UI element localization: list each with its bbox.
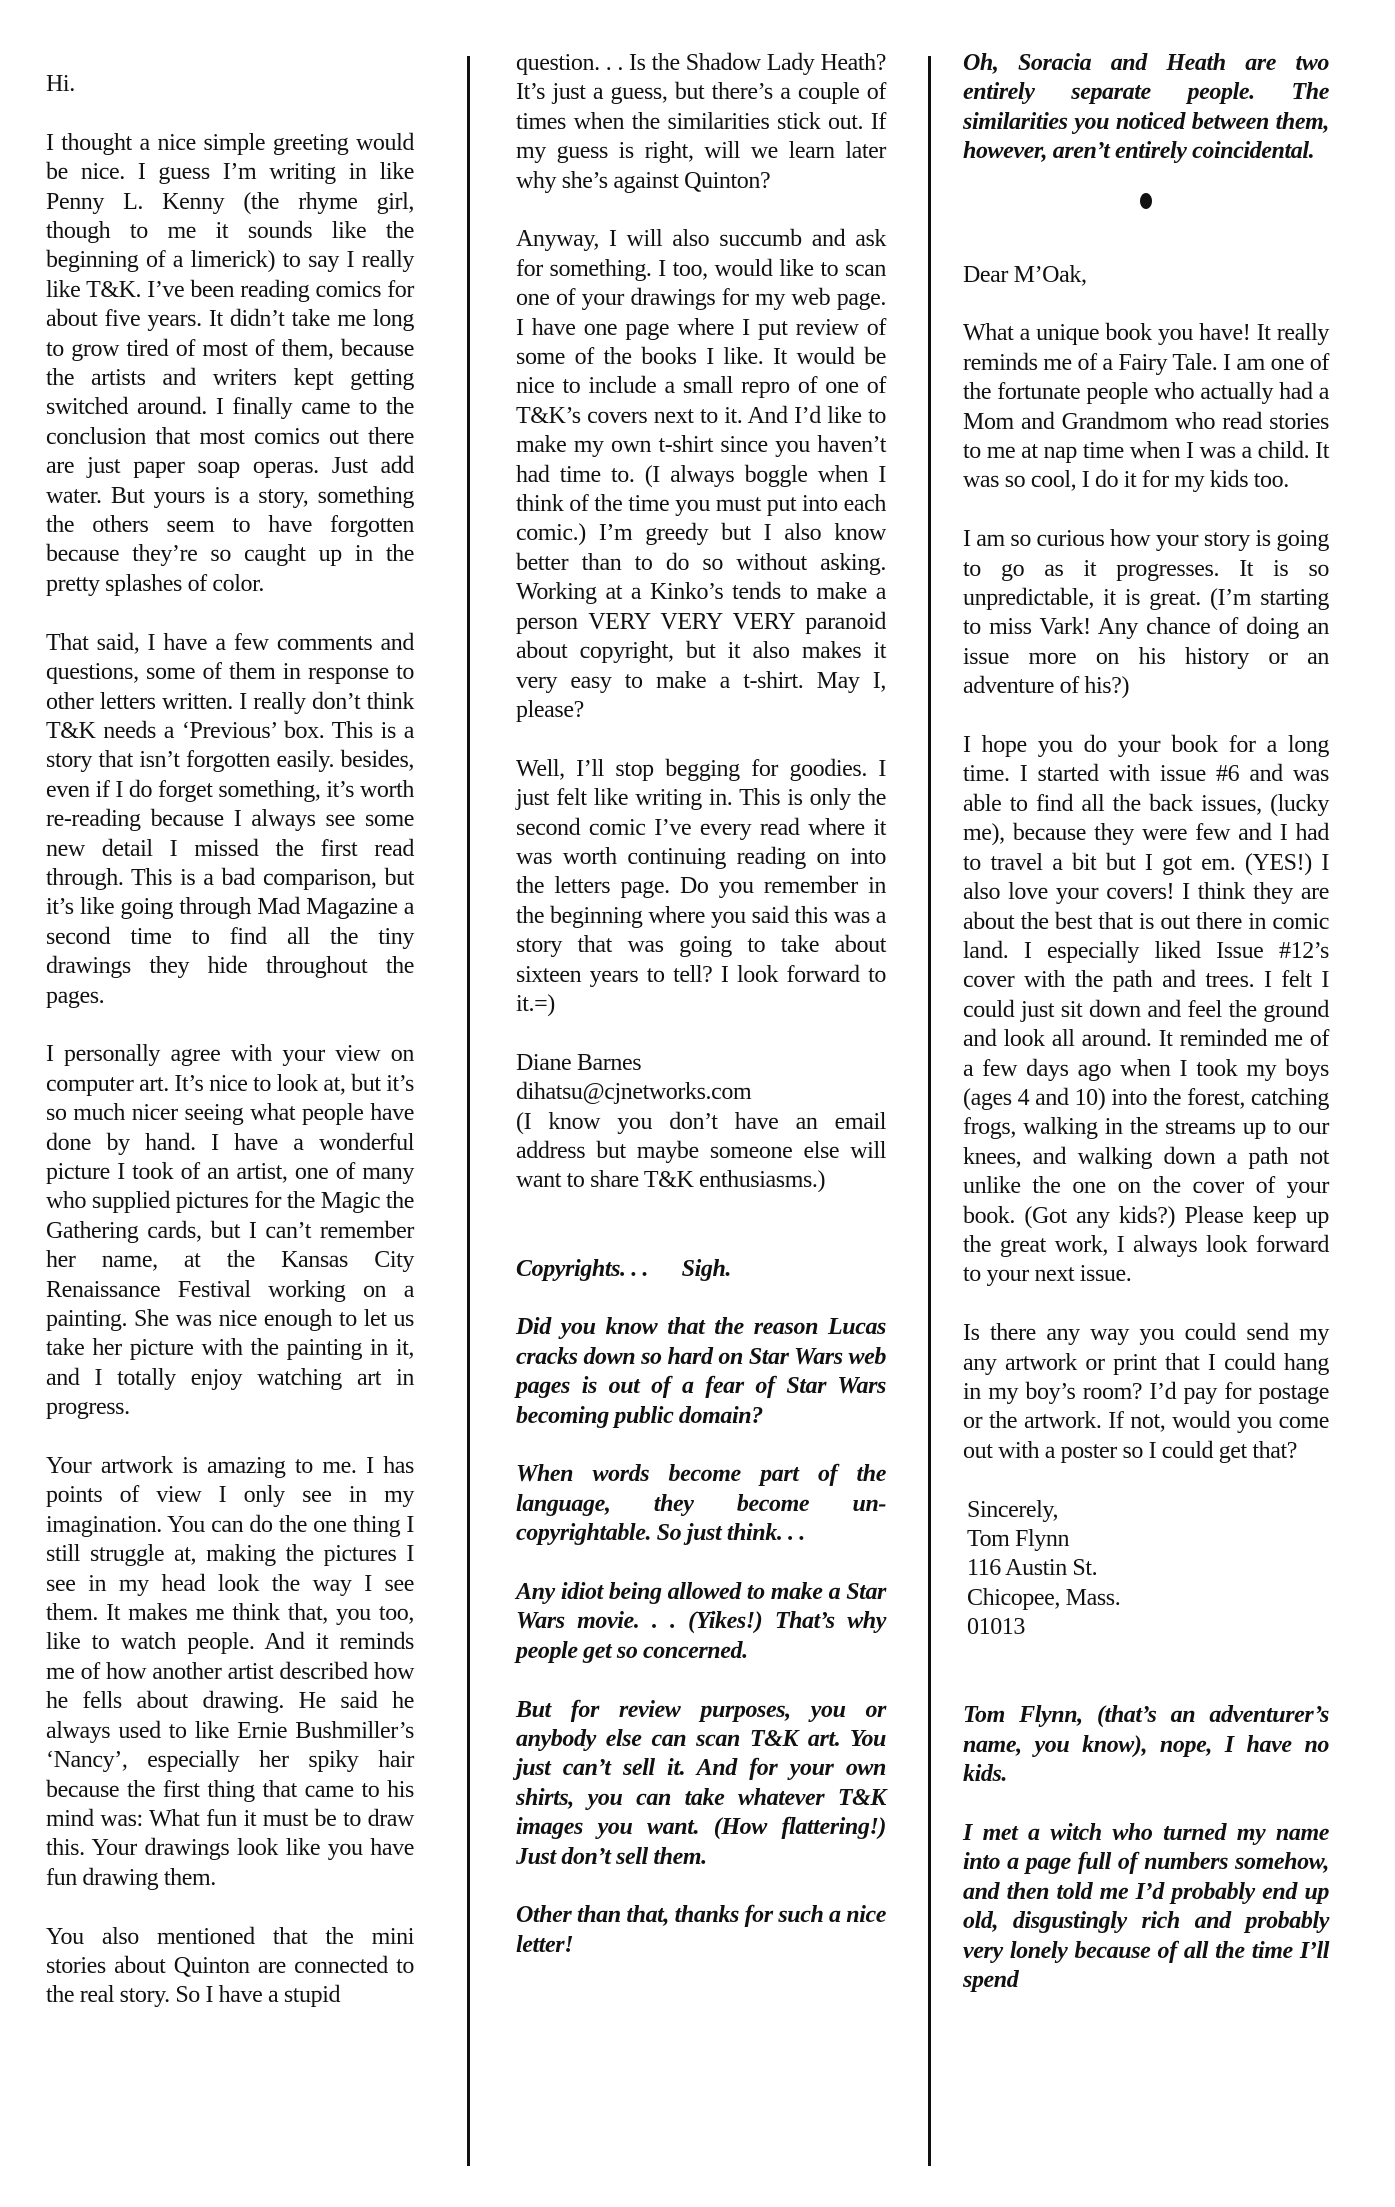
letter-paragraph: I personally agree with your view on computer art. It’s nice to look at, but it’s so much nicer seeing what people have done by hand. I have a wonderful picture I took of an artist, one of many who supplied pictures for the Magic the Gathering cards, but I can’t remember her name, at the Kansas City Renaissance Festival working on a painting. She was nice enough to let us take her picture with the painting in it, and I totally enjoy watching art in progress. (46, 1041, 414, 1421)
letter-paragraph: What a unique book you have! It really reminds me of a Fairy Tale. I am one of the fortunate people who actually had a Mom and Grandmom who read stories to me at nap time when I was a child. It was so cool, I do it for my kids too. (963, 320, 1329, 494)
letter-paragraph: Well, I’ll stop begging for goodies. I just felt like writing in. This is only the second comic I’ve every read where it was worth continuing reading on into the letters page. Do you remember in the beginning where you said this was a story that was going to take about sixteen years to tell? I look forward to it.=) (516, 755, 886, 1017)
letter-paragraph: That said, I have a few comments and questions, some of them in response to other letters written. I really don’t think T&K needs a ‘Previous’ box. This is a story that isn’t forgotten easily. besides, even if I do forget something, it’s worth re-reading because I always see some new detail I missed the first read through. This is a bad comparison, but it’s like going through Mad Magazine a second time to find all the tiny drawings they hide throughout the pages. (46, 629, 414, 1009)
editor-reply-paragraph: Oh, Soracia and Heath are two entirely separate people. The similarities you noticed between them, however, aren’t entirely coincidental. (963, 50, 1329, 165)
signature-name: Diane Barnes (516, 1049, 642, 1076)
letter-greeting: Dear M’Oak, (963, 261, 1087, 288)
greeting: Hi. (46, 71, 75, 97)
letter-column-1 (46, 70, 414, 2011)
signature-line: Sincerely, (967, 1496, 1059, 1523)
column-divider (467, 56, 470, 2166)
letter-paragraph: You also mentioned that the mini stories about Quinton are connected to the real story. So I have a stupid (46, 1923, 414, 2009)
signature-line: Chicopee, Mass. (967, 1584, 1121, 1611)
editor-reply-paragraph: Any idiot being allowed to make a Star Wars movie. . . (Yikes!) That’s why people get so concerned. (516, 1579, 886, 1664)
signature-line: Tom Flynn (967, 1526, 1070, 1553)
editor-reply-paragraph: Other than that, thanks for such a nice letter! (516, 1902, 886, 1958)
signature-diane (516, 1049, 886, 1108)
signature-line: 116 Austin St. (967, 1555, 1098, 1582)
editor-reply-paragraph: Tom Flynn, (that’s an adventurer’s name, you know), nope, I have no kids. (963, 1702, 1329, 1788)
editor-reply-paragraph: I met a witch who turned my name into a page full of numbers somehow, and then told me I’d probably end up old, disgustingly rich and probably very lonely because of all the time I’ll spend (963, 1820, 1329, 1994)
editor-reply-paragraph: But for review purposes, you or anybody else can scan T&K art. You just can’t sell it. And for your own shirts, you can take whatever T&K images you want. (How flattering!) Just don’t sell them. (516, 1696, 886, 1870)
letter-column-3 (963, 49, 1329, 1995)
editor-reply-paragraph: When words become part of the language, they become un-copyrightable. So just think. . . (516, 1461, 886, 1547)
letter-paragraph: I am so curious how your story is going to go as it progresses. It is so unpredictable, it is great. (I’m starting to miss Vark! Any chance of doing an issue more on his history or an adventure of his?) (963, 526, 1329, 700)
editor-reply-paragraph: Did you know that the reason Lucas cracks down so hard on Star Wars web pages is out of a fear of Star Wars becoming public domain? (516, 1314, 886, 1429)
signature-tom (963, 1496, 1329, 1643)
letter-paragraph: Your artwork is amazing to me. I has points of view I only see in my imagination. You can do the one thing I still struggle at, making the pictures I see in my head look the way I see them. It makes me think that, you too, like to watch people. And it reminds me of how another artist described how he fells about drawing. He said he always used to like Ernie Bushmiller’s ‘Nancy’, especially her spiky hair because the first thing that came to his mind was: What fun it must be to draw this. Your drawings look like you have fun drawing them. (46, 1453, 414, 1891)
letter-paragraph: Is there any way you could send my any artwork or print that I could hang in my boy’s room? I’d pay for postage or the artwork. If not, would you come out with a poster so I could get that? (963, 1320, 1329, 1464)
letter-column-2 (516, 49, 886, 1960)
editor-reply-heading: Copyrights. . . Sigh. (516, 1255, 731, 1282)
signature-email: dihatsu@cjnetworks.com (516, 1079, 752, 1106)
letter-paragraph: I hope you do your book for a long time. I started with issue #6 and was able to find all the back issues, (lucky me), because they were few and I had to travel a bit but I got em. (YES!) I also love your covers! I think they are about the best that is out there in comic land. I especially liked Issue #12’s cover with the path and trees. I felt I could just sit down and feel the ground and look all around. It reminded me of a few days ago when I took my boys (ages 4 and 10) into the forest, catching frogs, walking in the streams up to our knees, and walking down a path not unlike the one on the cover of your book. (Got any kids?) Please keep up the great work, I always look forward to your next issue. (963, 732, 1329, 1288)
signature-note: (I know you don’t have an email address but maybe someone else will want to share T&K enthusiasms.) (516, 1108, 886, 1194)
letter-paragraph: question. . . Is the Shadow Lady Heath? It’s just a guess, but there’s a couple of times when the similarities stick out. If my guess is right, will we learn later why she’s against Quinton? (516, 50, 886, 194)
column-divider (928, 56, 931, 2166)
letter-paragraph: Anyway, I will also succumb and ask for something. I too, would like to scan one of your drawings for my web page. I have one page where I put review of some of the books I like. It would be nice to include a small repro of one of T&K’s covers next to it. And I’d like to make my own t-shirt since you haven’t had time to. (I always boggle when I think of the time you must put into each comic.) I’m greedy but I also know better than to do so without asking. Working at a Kinko’s tends to make a person VERY VERY VERY paranoid about copyright, but it also makes it very easy to make a t-shirt. May I, please? (516, 226, 886, 723)
letter-paragraph: I thought a nice simple greeting would be nice. I guess I’m writing in like Penny L. Kenny (the rhyme girl, though to me it sounds like the beginning of a limerick) to say I really like T&K. I’ve been reading comics for about five years. It didn’t take me long to grow tired of most of them, because the artists and writers kept getting switched around. I finally came to the conclusion that most comics out there are just paper soap operas. Just add water. But yours is a story, something the others seem to have forgotten because they’re so caught up in the pretty splashes of color. (46, 129, 414, 597)
signature-line: 01013 (967, 1614, 1026, 1641)
section-bullet-icon (1140, 193, 1152, 209)
